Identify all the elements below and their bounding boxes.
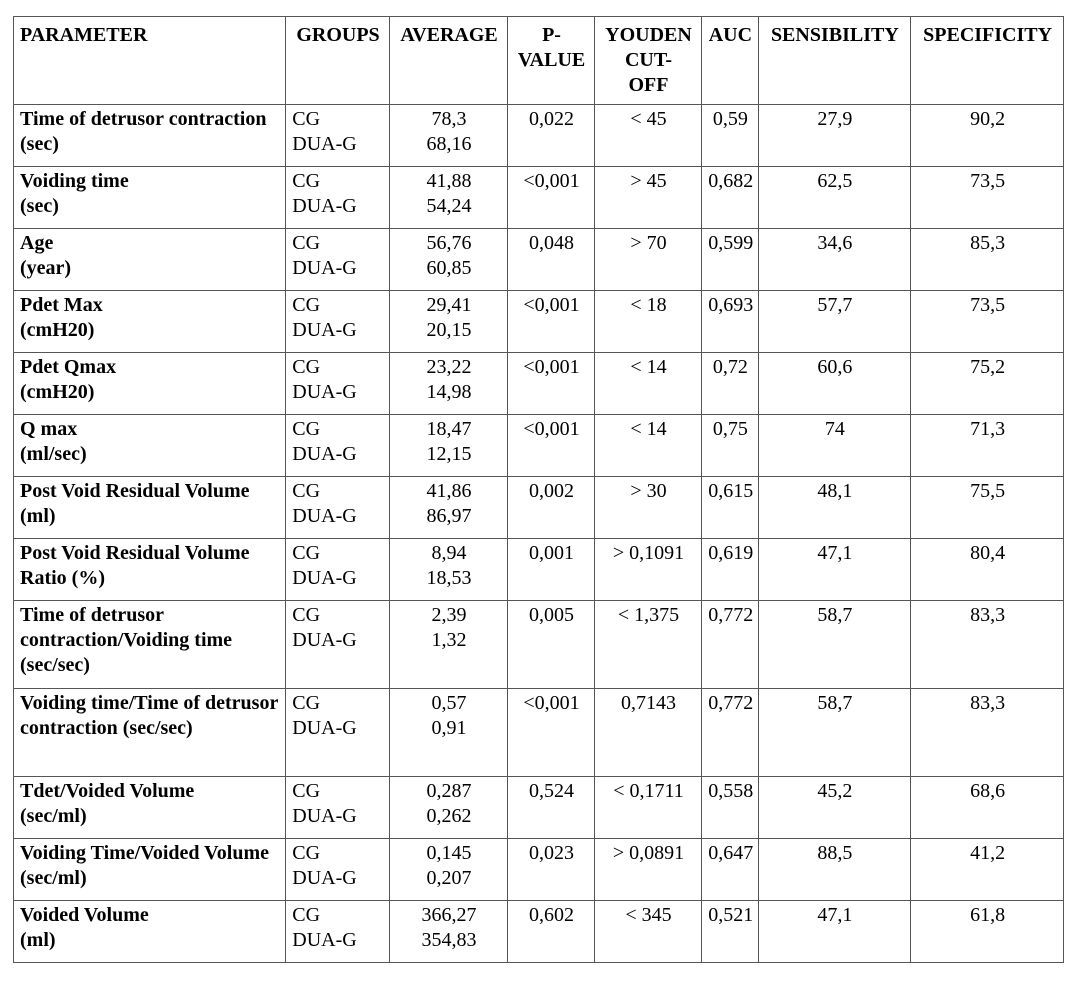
sensibility-value: 47,1 [817,542,853,564]
groups-cell [286,229,389,291]
group-cg-label: CG [292,418,321,440]
auc-cell [702,353,758,415]
auc-value: 0,558 [708,780,754,802]
youden-cell [594,901,702,963]
sensibility-value: 74 [824,418,845,440]
sensibility-cell [758,229,911,291]
parameter-cell [14,601,286,689]
specificity-cell [911,777,1064,839]
youden-cutoff-value: > 0,1091 [612,542,685,564]
youden-cutoff-value: > 45 [630,170,667,192]
sensibility-value: 27,9 [817,108,853,130]
parameter-name: Time of detrusor contraction/Voiding time (sec/sec) [20,604,233,676]
p-value: 0,524 [529,780,575,802]
p-value-cell [508,777,594,839]
p-value-cell [508,477,594,539]
p-value-cell [508,167,594,229]
header-p-value: P- VALUE [508,17,594,105]
average-cg-value: 29,41 [426,294,472,316]
youden-cutoff-value: < 1,375 [617,604,680,626]
average-cg-value: 41,86 [426,480,472,502]
auc-cell [702,901,758,963]
p-value-cell [508,839,594,901]
specificity-value: 83,3 [970,604,1006,626]
parameter-cell [14,167,286,229]
table-row [14,901,1064,963]
group-cg-label: CG [292,108,321,130]
parameter-name: Voiding time/Time of detrusor contraction (sec/sec) [20,692,278,739]
average-cg-value: 23,22 [426,356,472,378]
youden-cutoff-value: > 70 [630,232,667,254]
youden-cell [594,601,702,689]
specificity-value: 90,2 [970,108,1006,130]
average-dua-value: 14,98 [426,381,472,403]
average-cell [389,689,508,777]
average-cell [389,777,508,839]
specificity-cell [911,689,1064,777]
sensibility-value: 45,2 [817,780,853,802]
parameter-cell [14,229,286,291]
group-cg-label: CG [292,780,321,802]
parameter-cell [14,353,286,415]
table-row [14,353,1064,415]
p-value: 0,005 [529,604,575,626]
p-value-cell [508,229,594,291]
group-dua-label: DUA-G [292,505,357,527]
p-value-cell [508,415,594,477]
youden-cell [594,167,702,229]
auc-value: 0,647 [708,842,754,864]
results-table [13,16,1064,963]
sensibility-cell [758,353,911,415]
group-dua-label: DUA-G [292,929,357,951]
youden-cutoff-value: < 45 [630,108,667,130]
specificity-value: 61,8 [970,904,1006,926]
p-value: <0,001 [523,692,580,714]
parameter-cell [14,539,286,601]
parameter-name: Post Void Residual Volume (ml) [20,480,250,527]
youden-cutoff-value: < 345 [625,904,672,926]
groups-cell [286,105,389,167]
group-dua-label: DUA-G [292,443,357,465]
youden-cutoff-value: 0,7143 [620,692,676,714]
youden-cell [594,105,702,167]
group-cg-label: CG [292,542,321,564]
group-dua-label: DUA-G [292,195,357,217]
group-dua-label: DUA-G [292,629,357,651]
average-dua-value: 0,207 [426,867,472,889]
average-cell [389,901,508,963]
sensibility-value: 88,5 [817,842,853,864]
sensibility-cell [758,901,911,963]
auc-value: 0,75 [712,418,748,440]
specificity-cell [911,477,1064,539]
group-cg-label: CG [292,232,321,254]
sensibility-cell [758,777,911,839]
sensibility-cell [758,167,911,229]
average-dua-value: 12,15 [426,443,472,465]
auc-cell [702,601,758,689]
parameter-name: Post Void Residual Volume Ratio (%) [20,542,250,589]
parameter-cell [14,777,286,839]
group-cg-label: CG [292,692,321,714]
sensibility-cell [758,689,911,777]
parameter-cell [14,839,286,901]
specificity-value: 41,2 [970,842,1006,864]
table-row [14,601,1064,689]
average-cell [389,105,508,167]
groups-cell [286,601,389,689]
average-cg-value: 0,145 [426,842,472,864]
header-sensibility: SENSIBILITY [758,17,911,105]
average-cg-value: 2,39 [431,604,467,626]
parameter-name: Age (year) [20,232,72,279]
header-row [14,17,1064,105]
group-cg-label: CG [292,356,321,378]
average-cell [389,477,508,539]
parameter-cell [14,901,286,963]
youden-cell [594,839,702,901]
parameter-cell [14,415,286,477]
specificity-cell [911,105,1064,167]
sensibility-value: 57,7 [817,294,853,316]
sensibility-value: 60,6 [817,356,853,378]
youden-cutoff-value: < 14 [630,418,667,440]
p-value-cell [508,539,594,601]
average-cg-value: 56,76 [426,232,472,254]
parameter-name: Tdet/Voided Volume (sec/ml) [20,780,195,827]
parameter-name: Pdet Max (cmH20) [20,294,103,341]
auc-value: 0,615 [708,480,754,502]
sensibility-value: 48,1 [817,480,853,502]
p-value: <0,001 [523,418,580,440]
groups-cell [286,689,389,777]
p-value-cell [508,689,594,777]
youden-cell [594,229,702,291]
parameter-name: Voided Volume (ml) [20,904,149,951]
header-parameter: PARAMETER [14,17,286,105]
parameter-name: Pdet Qmax (cmH20) [20,356,117,403]
auc-value: 0,521 [708,904,754,926]
header-auc: AUC [702,17,758,105]
average-dua-value: 68,16 [426,133,472,155]
p-value-cell [508,291,594,353]
parameter-cell [14,477,286,539]
auc-cell [702,167,758,229]
group-cg-label: CG [292,904,321,926]
average-dua-value: 0,91 [431,717,467,739]
average-cg-value: 18,47 [426,418,472,440]
p-value-cell [508,105,594,167]
group-dua-label: DUA-G [292,717,357,739]
table-row [14,839,1064,901]
group-dua-label: DUA-G [292,867,357,889]
auc-value: 0,772 [708,604,754,626]
specificity-value: 73,5 [970,170,1006,192]
table-row [14,477,1064,539]
groups-cell [286,415,389,477]
average-cell [389,229,508,291]
sensibility-value: 58,7 [817,692,853,714]
average-dua-value: 20,15 [426,319,472,341]
average-cg-value: 41,88 [426,170,472,192]
auc-cell [702,539,758,601]
table-row [14,105,1064,167]
average-dua-value: 1,32 [431,629,467,651]
p-value: 0,048 [529,232,575,254]
specificity-value: 75,2 [970,356,1006,378]
groups-cell [286,901,389,963]
table-row [14,229,1064,291]
auc-value: 0,72 [712,356,748,378]
specificity-cell [911,601,1064,689]
sensibility-cell [758,839,911,901]
header-specificity: SPECIFICITY [911,17,1064,105]
p-value-cell [508,601,594,689]
p-value: 0,001 [529,542,575,564]
p-value-cell [508,901,594,963]
table-row [14,539,1064,601]
table-row [14,415,1064,477]
youden-cell [594,291,702,353]
auc-value: 0,619 [708,542,754,564]
average-dua-value: 86,97 [426,505,472,527]
header-youden-cutoff: YOUDEN CUT- OFF [594,17,702,105]
sensibility-cell [758,539,911,601]
sensibility-value: 47,1 [817,904,853,926]
table-row [14,689,1064,777]
header-groups: GROUPS [286,17,389,105]
group-cg-label: CG [292,604,321,626]
auc-cell [702,839,758,901]
group-dua-label: DUA-G [292,133,357,155]
table-row [14,777,1064,839]
p-value: <0,001 [523,170,580,192]
specificity-cell [911,539,1064,601]
youden-cutoff-value: > 0,0891 [612,842,685,864]
group-dua-label: DUA-G [292,567,357,589]
parameter-cell [14,105,286,167]
sensibility-cell [758,415,911,477]
average-cell [389,167,508,229]
p-value: 0,602 [529,904,575,926]
groups-cell [286,477,389,539]
youden-cell [594,353,702,415]
p-value: 0,023 [529,842,575,864]
specificity-cell [911,415,1064,477]
header-average: AVERAGE [389,17,508,105]
sensibility-value: 34,6 [817,232,853,254]
youden-cutoff-value: < 14 [630,356,667,378]
specificity-value: 80,4 [970,542,1006,564]
p-value: <0,001 [523,356,580,378]
groups-cell [286,777,389,839]
groups-cell [286,167,389,229]
groups-cell [286,291,389,353]
youden-cutoff-value: < 18 [630,294,667,316]
youden-cutoff-value: < 0,1711 [613,780,684,802]
average-cg-value: 78,3 [431,108,467,130]
p-value: <0,001 [523,294,580,316]
youden-cutoff-value: > 30 [630,480,667,502]
average-dua-value: 354,83 [421,929,477,951]
p-value: 0,002 [529,480,575,502]
table-row [14,167,1064,229]
groups-cell [286,353,389,415]
auc-cell [702,415,758,477]
p-value-cell [508,353,594,415]
youden-cell [594,689,702,777]
auc-value: 0,599 [708,232,754,254]
specificity-value: 83,3 [970,692,1006,714]
group-cg-label: CG [292,480,321,502]
youden-cell [594,777,702,839]
auc-value: 0,772 [708,692,754,714]
group-dua-label: DUA-G [292,319,357,341]
auc-cell [702,291,758,353]
parameter-name: Q max (ml/sec) [20,418,87,465]
specificity-cell [911,229,1064,291]
specificity-value: 75,5 [970,480,1006,502]
average-dua-value: 18,53 [426,567,472,589]
specificity-cell [911,167,1064,229]
specificity-value: 73,5 [970,294,1006,316]
auc-cell [702,105,758,167]
group-cg-label: CG [292,170,321,192]
specificity-value: 68,6 [970,780,1006,802]
average-cell [389,291,508,353]
groups-cell [286,839,389,901]
auc-cell [702,477,758,539]
auc-cell [702,689,758,777]
average-cell [389,539,508,601]
youden-cell [594,539,702,601]
auc-cell [702,777,758,839]
group-cg-label: CG [292,294,321,316]
group-dua-label: DUA-G [292,257,357,279]
parameter-cell [14,689,286,777]
groups-cell [286,539,389,601]
group-dua-label: DUA-G [292,381,357,403]
sensibility-value: 58,7 [817,604,853,626]
specificity-cell [911,901,1064,963]
average-cell [389,839,508,901]
sensibility-value: 62,5 [817,170,853,192]
table-row [14,291,1064,353]
group-cg-label: CG [292,842,321,864]
parameter-name: Voiding time (sec) [20,170,129,217]
auc-value: 0,59 [712,108,748,130]
average-dua-value: 60,85 [426,257,472,279]
youden-cell [594,415,702,477]
average-cg-value: 8,94 [431,542,467,564]
parameter-name: Time of detrusor contraction (sec) [20,108,267,155]
parameter-name: Voiding Time/Voided Volume (sec/ml) [20,842,269,889]
auc-cell [702,229,758,291]
specificity-cell [911,353,1064,415]
average-cell [389,353,508,415]
group-dua-label: DUA-G [292,805,357,827]
parameter-cell [14,291,286,353]
average-cg-value: 0,57 [431,692,467,714]
average-dua-value: 0,262 [426,805,472,827]
average-dua-value: 54,24 [426,195,472,217]
average-cg-value: 0,287 [426,780,472,802]
sensibility-cell [758,105,911,167]
p-value: 0,022 [529,108,575,130]
auc-value: 0,693 [708,294,754,316]
specificity-cell [911,839,1064,901]
sensibility-cell [758,291,911,353]
auc-value: 0,682 [708,170,754,192]
specificity-value: 71,3 [970,418,1006,440]
specificity-cell [911,291,1064,353]
average-cell [389,415,508,477]
average-cell [389,601,508,689]
specificity-value: 85,3 [970,232,1006,254]
sensibility-cell [758,477,911,539]
youden-cell [594,477,702,539]
sensibility-cell [758,601,911,689]
average-cg-value: 366,27 [421,904,477,926]
